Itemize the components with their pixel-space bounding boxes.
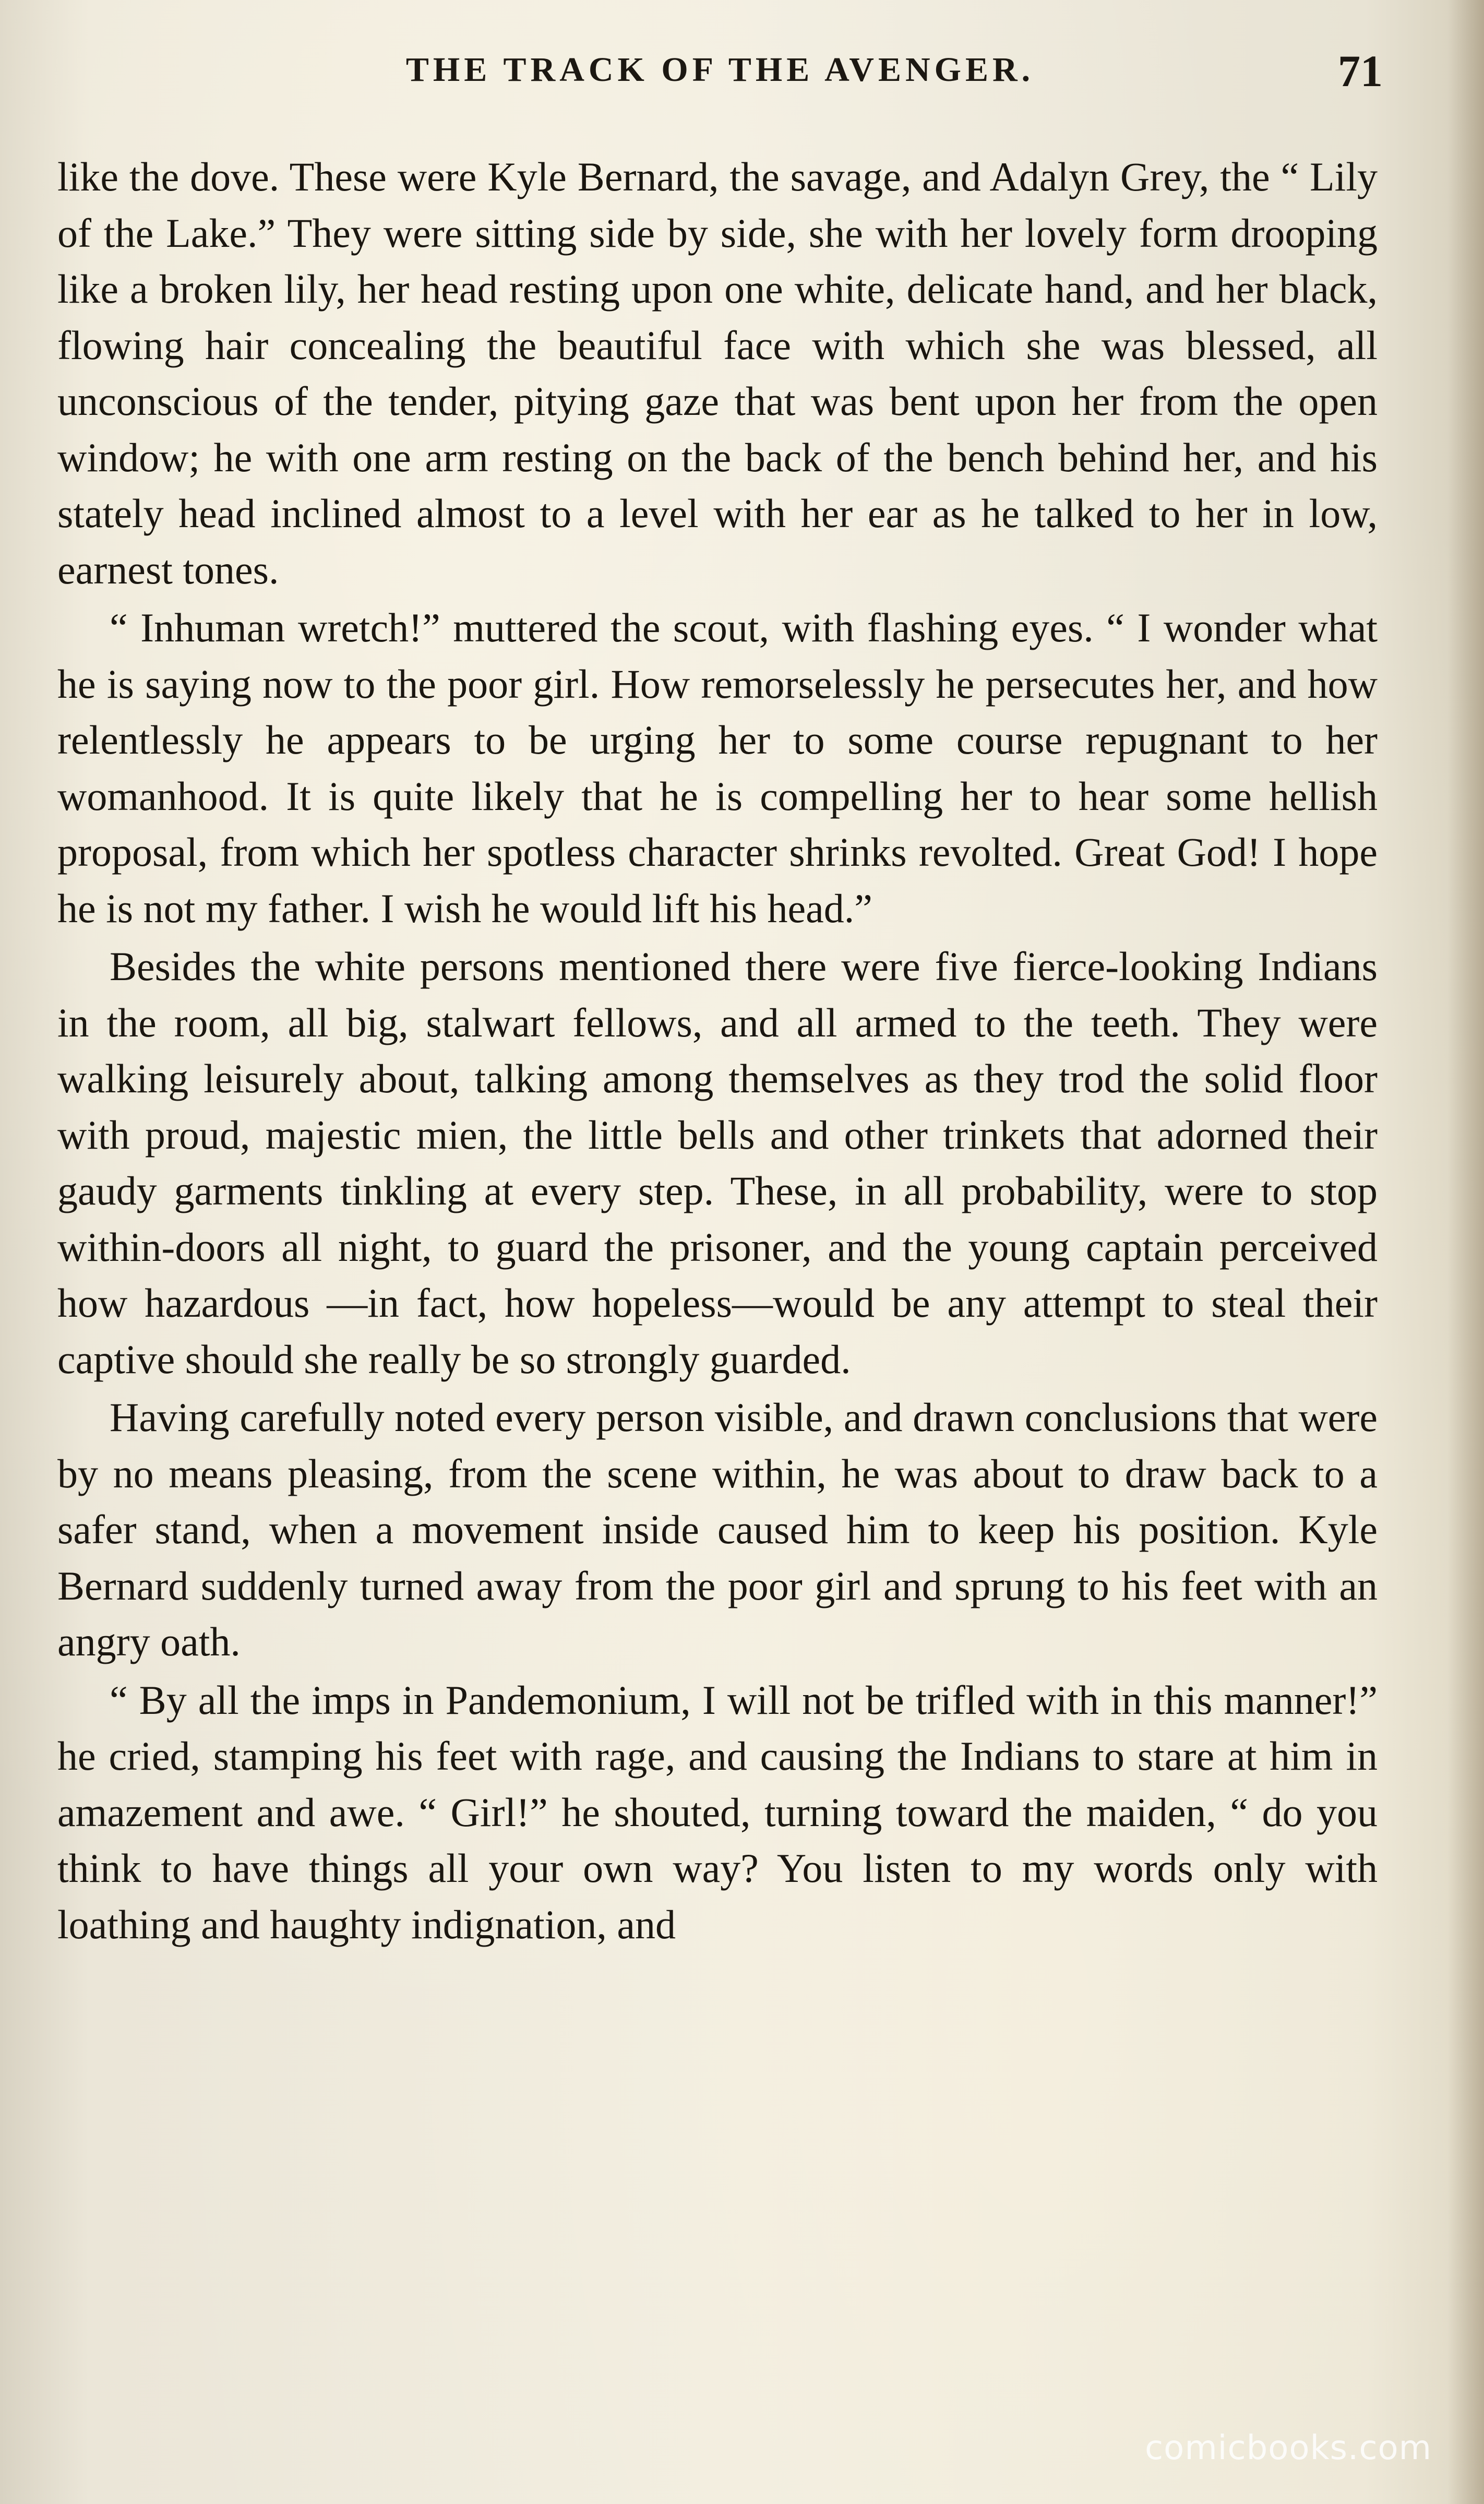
paragraph-4: Having carefully noted every person visible, and drawn conclusions that were by no means pleasing, from the scene within, he was about to draw back to a safer stand, when a movement inside caused him to keep his position. Kyle Bernard suddenly turned away from the poor girl and sprung to his feet with an angry oath.	[57, 1394, 1378, 1664]
page-number: 71	[1338, 46, 1383, 96]
paragraph-5: “ By all the imps in Pandemonium, I will not be trifled with in this manner!” he cried, stamping his feet with rage, and causing the Indians to stare at him in amazement and awe. “ Girl!” he shouted, turning toward the maiden, “ do you think to have things all your own way? You listen to my words only with loathing and haughty indignation, and	[57, 1677, 1378, 1947]
paragraph-2: “ Inhuman wretch!” muttered the scout, with flashing eyes. “ I wonder what he is saying now to the poor girl. How remorselessly he persecutes her, and how relentlessly he appears to be urging her to some course repugnant to her womanhood. It is quite likely that he is compelling her to hear some hellish proposal, from which her spotless character shrinks revolted. Great God! I hope he is not my father. I wish he would lift his head.”	[57, 605, 1378, 931]
paragraph-1: like the dove. These were Kyle Bernard, the savage, and Adalyn Grey, the “ Lily of the Lake.” They were sitting side by side, she with her lovely form drooping like a broken lily, her head resting upon one white, delicate hand, and her black, flowing hair concealing the beautiful face with which she was blessed, all unconscious of the tender, pitying gaze that was bent upon her from the open window; he with one arm resting on the back of the bench behind her, and his stately head inclined almost to a level with her ear as he talked to her in low, earnest tones.	[57, 154, 1378, 592]
body-text	[57, 149, 1378, 1954]
watermark: comicbooks.com	[1144, 2429, 1432, 2467]
paragraph-3: Besides the white persons mentioned there were five fierce-looking Indians in the room, all big, stalwart fellows, and all armed to the teeth. They were walking leisurely about, talking among themselves as they trod the solid floor with proud, majestic mien, the little bells and other trinkets that adorned their gaudy garments tinkling at every step. These, in all probability, were to stop within-doors all night, to guard the prisoner, and the young captain perceived how hazardous —in fact, how hopeless—would be any attempt to steal their captive should she really be so strongly guarded.	[57, 944, 1378, 1382]
page-header	[57, 42, 1383, 104]
running-title: THE TRACK OF THE AVENGER.	[405, 51, 1035, 89]
